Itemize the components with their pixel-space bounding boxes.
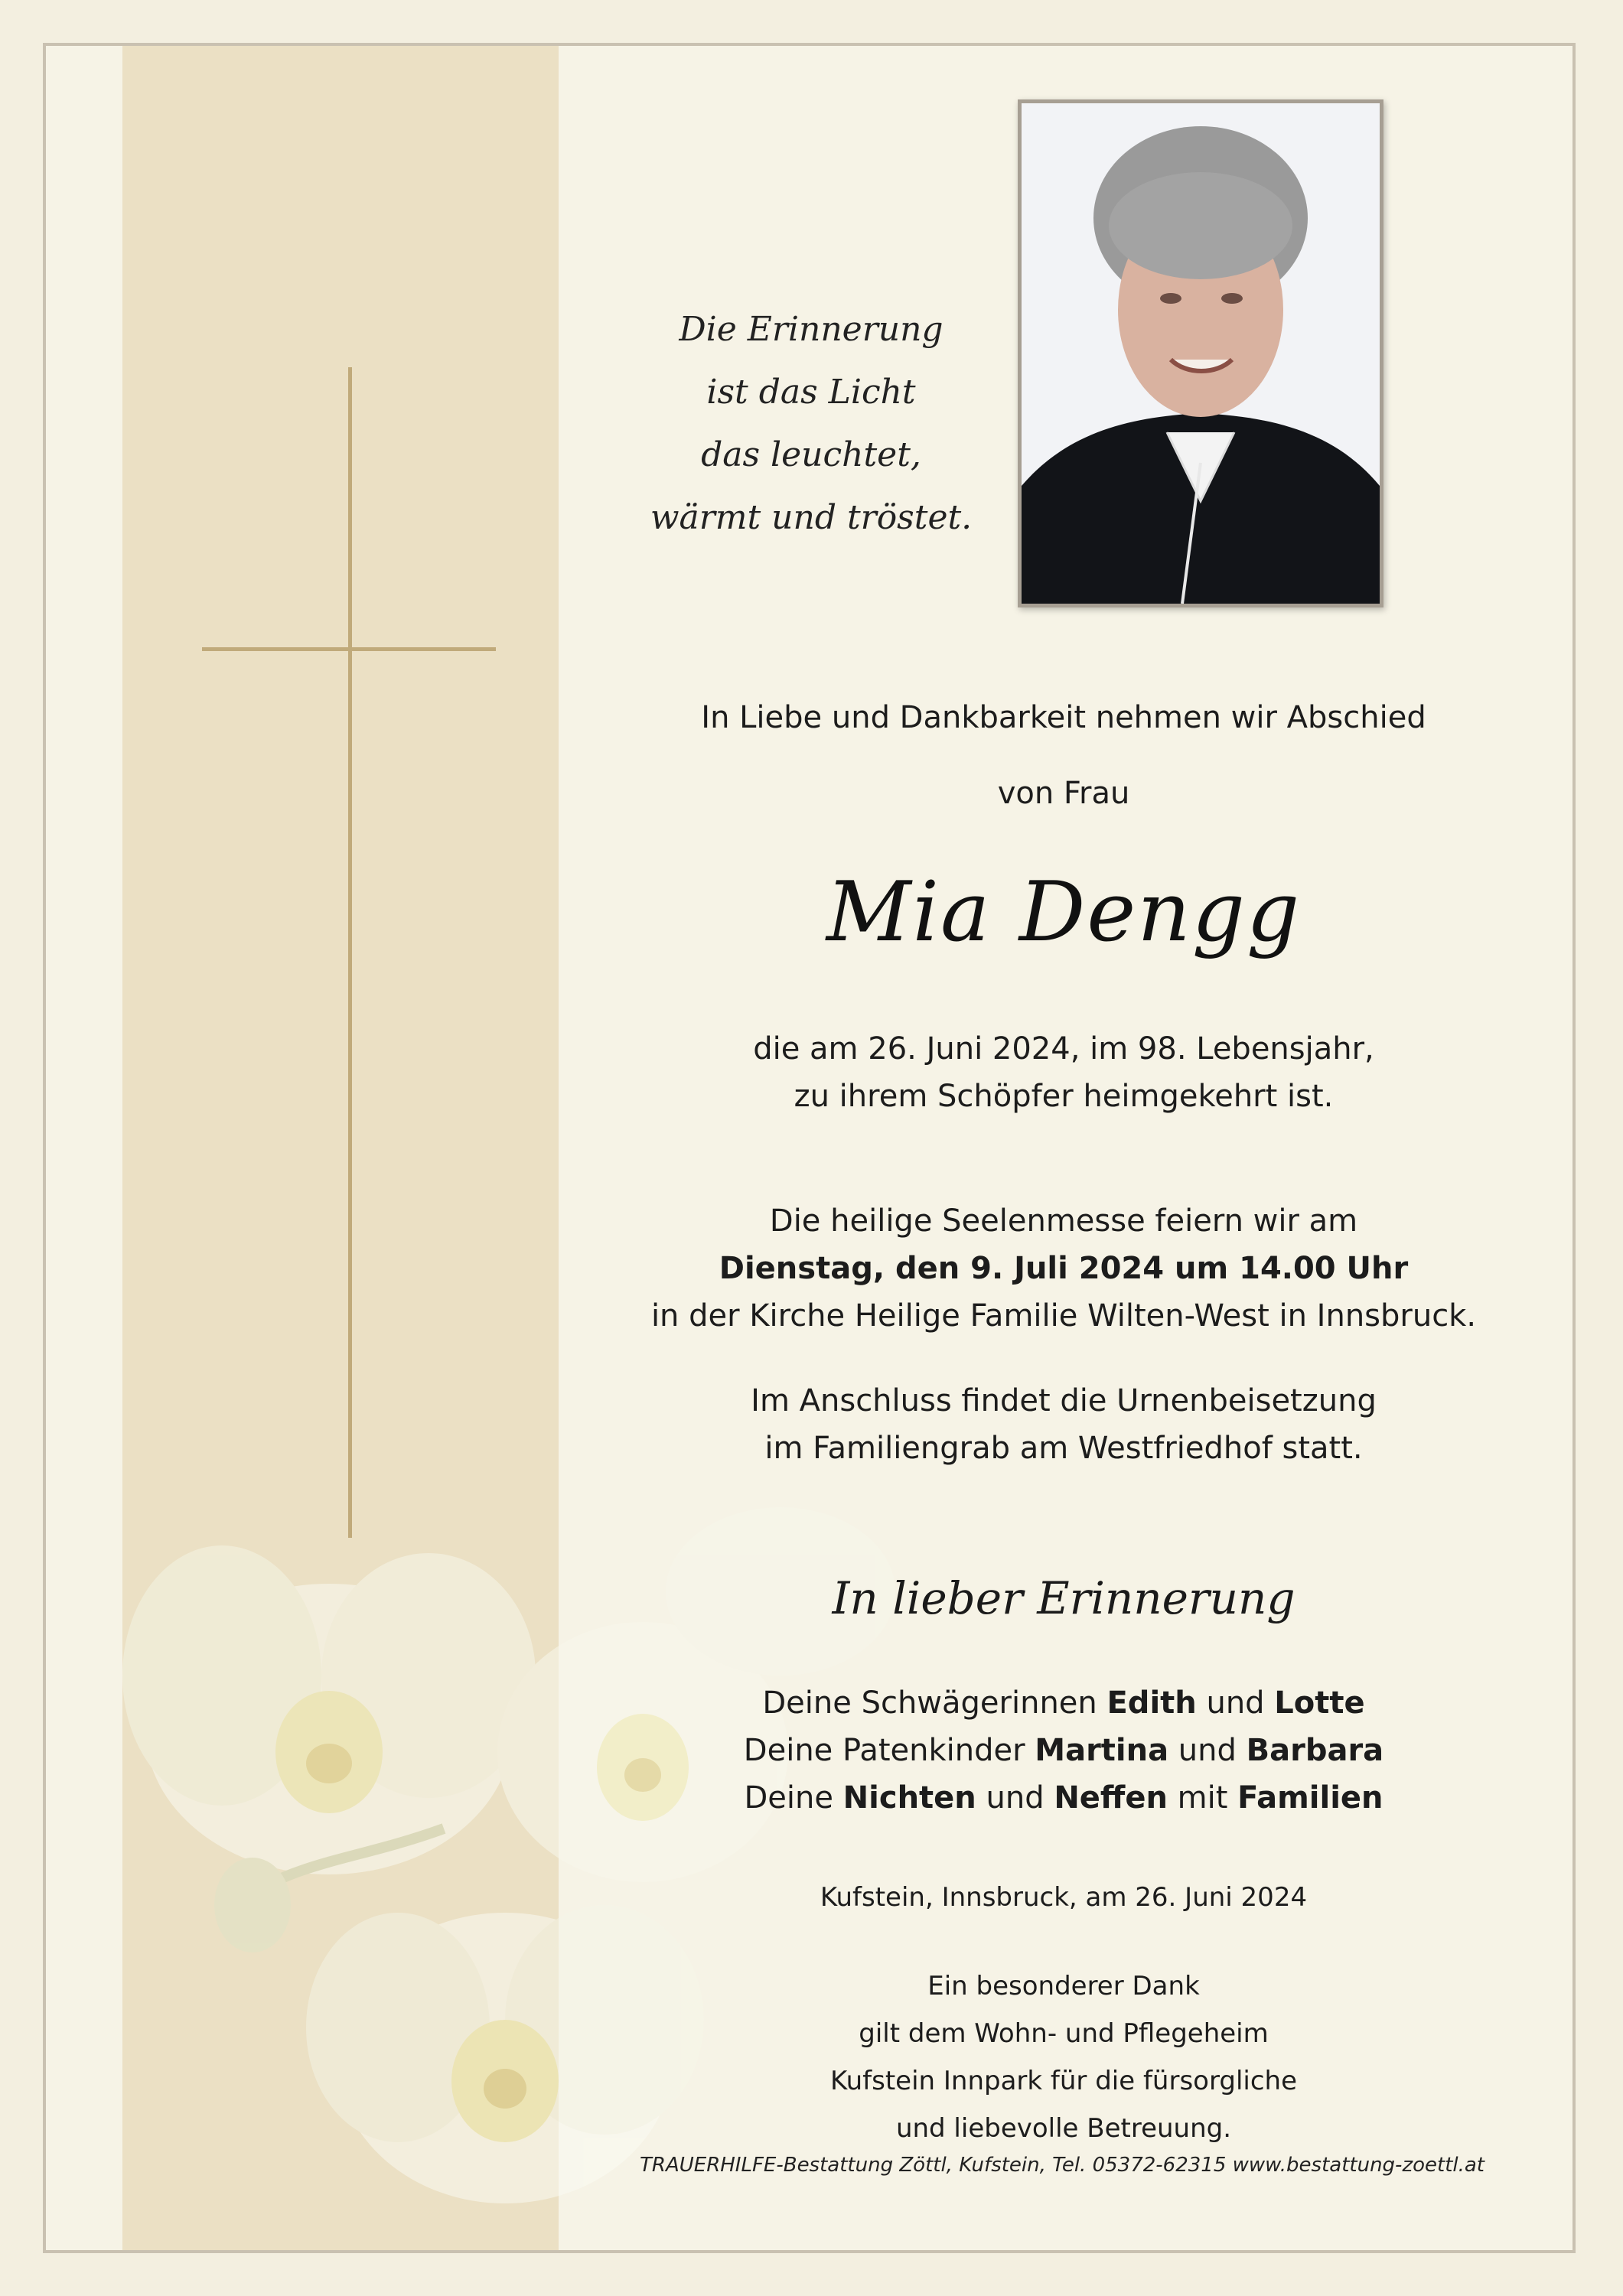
death-line: die am 26. Juni 2024, im 98. Lebensjahr, — [753, 1031, 1374, 1067]
cross-horizontal-bar — [202, 647, 496, 651]
mourner-name: Neffen — [1054, 1780, 1168, 1816]
portrait-image — [1022, 103, 1380, 604]
mourner-joiner: und — [1196, 1685, 1275, 1721]
mourner-name: Edith — [1106, 1685, 1197, 1721]
special-thanks — [597, 1962, 1530, 2152]
mourner-name: Familien — [1237, 1780, 1383, 1816]
verse-line: das leuchtet, — [701, 435, 921, 474]
mourners-list — [597, 1679, 1530, 1822]
thanks-line: gilt dem Wohn- und Pflegeheim — [859, 2018, 1269, 2049]
mourner-joiner: und — [976, 1780, 1054, 1816]
mourner-joiner: und — [1168, 1733, 1247, 1768]
salutation: von Frau — [997, 776, 1130, 811]
burial-line: Im Anschluss findet die Urnenbeisetzung — [751, 1383, 1377, 1418]
mourner-row — [597, 1679, 1530, 1727]
mourner-joiner: mit — [1167, 1780, 1238, 1816]
thanks-line: Ein besonderer Dank — [927, 1971, 1200, 2001]
mass-notice — [597, 1197, 1530, 1340]
deceased-name: Mia Dengg — [826, 865, 1302, 960]
mourner-name: Lotte — [1274, 1685, 1365, 1721]
mass-location: in der Kirche Heilige Familie Wilten-West in Innsbruck. — [650, 1298, 1477, 1334]
portrait-photo — [1018, 99, 1383, 607]
cross-vertical-bar — [348, 367, 352, 1538]
burial-line: im Familiengrab am Westfriedhof statt. — [764, 1431, 1363, 1466]
memory-heading: In lieber Erinnerung — [832, 1572, 1295, 1624]
death-notice — [597, 1025, 1530, 1120]
farewell-intro: In Liebe und Dankbarkeit nehmen wir Abschied — [701, 700, 1426, 735]
mourner-prefix: Deine — [744, 1780, 843, 1816]
verse-line: wärmt und tröstet. — [650, 498, 973, 537]
mass-date: Dienstag, den 9. Juli 2024 um 14.00 Uhr — [719, 1251, 1409, 1286]
thanks-line: und liebevolle Betreuung. — [895, 2113, 1232, 2144]
memorial-verse — [612, 298, 1010, 549]
mourner-row — [597, 1727, 1530, 1774]
burial-notice — [597, 1377, 1530, 1472]
thanks-line: Kufstein Innpark für die fürsorgliche — [830, 2066, 1297, 2096]
funeral-home-footer: TRAUERHILFE-Bestattung Zöttl, Kufstein, Tel. 05372-62315 www.bestattung-zoettl.at — [640, 2154, 1484, 2177]
mourner-prefix: Deine Patenkinder — [743, 1733, 1035, 1768]
verse-line: Die Erinnerung — [679, 310, 943, 349]
mourner-prefix: Deine Schwägerinnen — [762, 1685, 1107, 1721]
mourner-name: Barbara — [1246, 1733, 1384, 1768]
mass-line: Die heilige Seelenmesse feiern wir am — [769, 1203, 1358, 1239]
place-and-date: Kufstein, Innsbruck, am 26. Juni 2024 — [820, 1882, 1308, 1913]
mourner-row — [597, 1774, 1530, 1822]
death-line: zu ihrem Schöpfer heimgekehrt ist. — [794, 1079, 1334, 1114]
mourner-name: Nichten — [842, 1780, 976, 1816]
verse-line: ist das Licht — [706, 373, 916, 412]
mourner-name: Martina — [1035, 1733, 1169, 1768]
